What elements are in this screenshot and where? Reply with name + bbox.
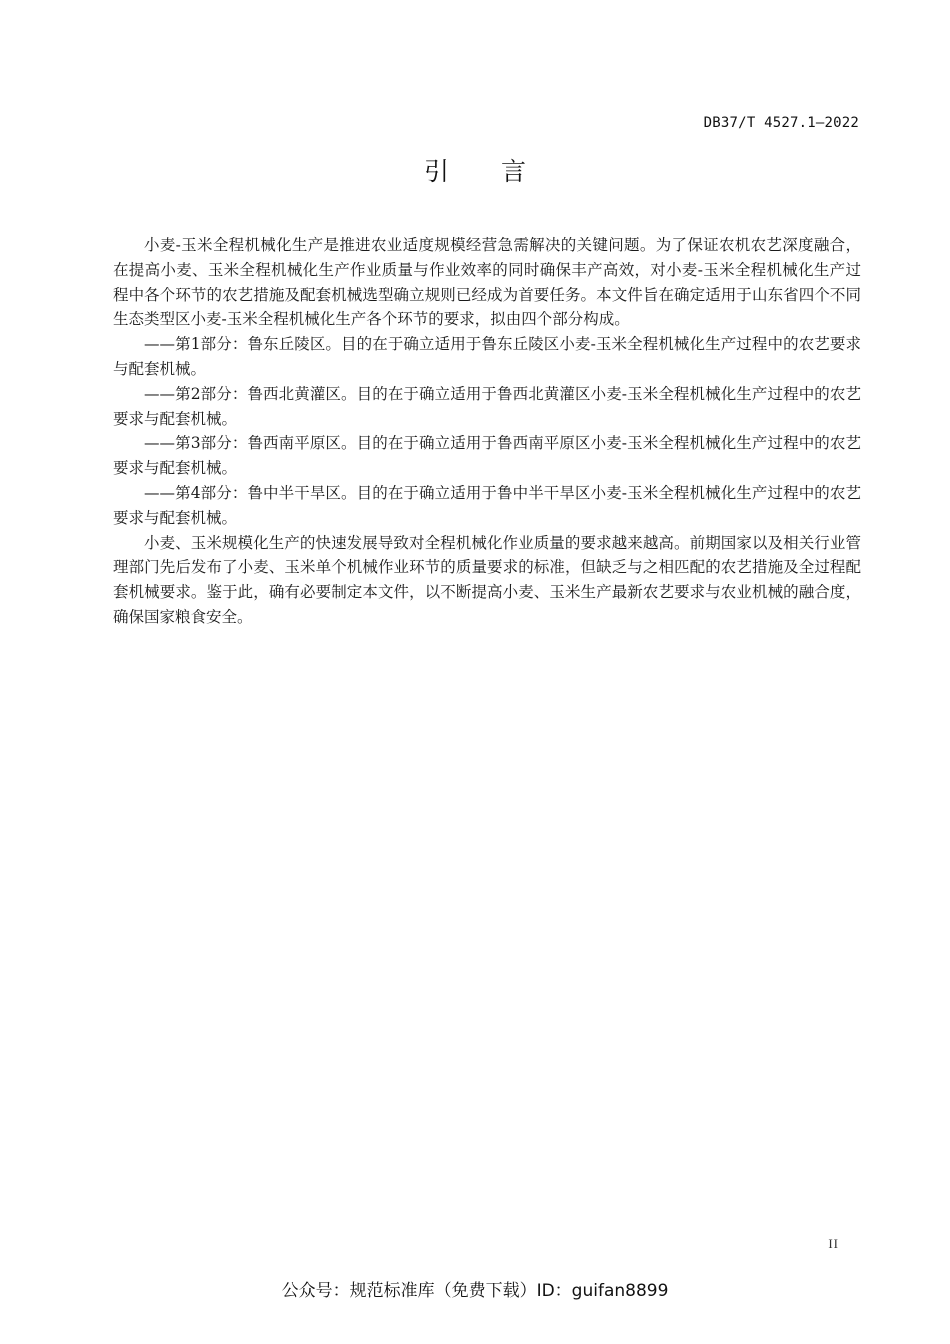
- paragraph-conclusion: 小麦、玉米规模化生产的快速发展导致对全程机械化作业质量的要求越来越高。前期国家以及相关行业管理部门先后发布了小麦、玉米单个机械作业环节的质量要求的标准，但缺乏与之相匹配的农艺措施及全过程配套机械要求。鉴于此，确有必要制定本文件，以不断提高小麦、玉米生产最新农艺要求与农业机械的融合度，确保国家粮食安全。: [113, 533, 861, 626]
- document-code: DB37/T 4527.1—2022: [703, 115, 859, 131]
- paragraph-part-2: ——第2部分：鲁西北黄灌区。目的在于确立适用于鲁西北黄灌区小麦-玉米全程机械化生产过程中的农艺要求与配套机械。: [113, 384, 861, 428]
- paragraph-part-3: ——第3部分：鲁西南平原区。目的在于确立适用于鲁西南平原区小麦-玉米全程机械化生产过程中的农艺要求与配套机械。: [113, 434, 861, 478]
- section-title-char-2: 言: [501, 157, 527, 186]
- paragraph-part-1: ——第1部分：鲁东丘陵区。目的在于确立适用于鲁东丘陵区小麦-玉米全程机械化生产过程中的农艺要求与配套机械。: [113, 335, 861, 378]
- footer-watermark-text: 公众号：规范标准库（免费下载）ID：guifan8899: [281, 1281, 669, 1301]
- paragraph-part-4: ——第4部分：鲁中半干旱区。目的在于确立适用于鲁中半干旱区小麦-玉米全程机械化生产过程中的农艺要求与配套机械。: [113, 483, 861, 527]
- section-title: [0, 152, 950, 188]
- page-number: II: [828, 1236, 839, 1251]
- body-text: [113, 233, 861, 630]
- section-title-char-1: 引: [423, 157, 449, 186]
- paragraph-intro: 小麦-玉米全程机械化生产是推进农业适度规模经营急需解决的关键问题。为了保证农机农艺深度融合，在提高小麦、玉米全程机械化生产作业质量与作业效率的同时确保丰产高效，对小麦-玉米全程机械化生产过程中各个环节的农艺措施及配套机械选型确立规则已经成为首要任务。本文件旨在确定适用于山东省四个不同生态类型区小麦-玉米全程机械化生产各个环节的要求，拟由四个部分构成。: [113, 236, 861, 329]
